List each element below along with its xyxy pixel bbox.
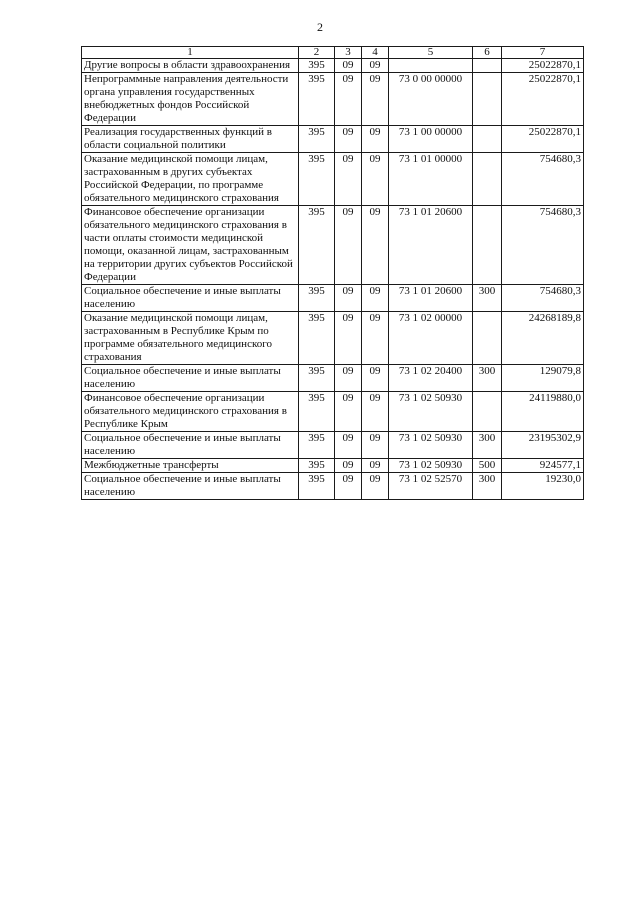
row-subsection-code: 09 [362, 473, 389, 500]
table-row [82, 73, 584, 126]
row-section-code: 09 [335, 392, 362, 432]
row-name: Оказание медицинской помощи лицам, застрахованным в других субъектах Российской Федерации, по программе обязательного медицинского страхования [82, 153, 299, 206]
row-admin-code: 395 [299, 153, 335, 206]
table-row [82, 473, 584, 500]
row-expense-type: 500 [473, 459, 502, 473]
row-section-code: 09 [335, 206, 362, 285]
row-subsection-code: 09 [362, 73, 389, 126]
row-expense-type [473, 312, 502, 365]
row-target-code: 73 1 02 50930 [389, 432, 473, 459]
table-row [82, 312, 584, 365]
table-row [82, 365, 584, 392]
row-section-code: 09 [335, 59, 362, 73]
row-subsection-code: 09 [362, 59, 389, 73]
row-section-code: 09 [335, 365, 362, 392]
row-expense-type [473, 73, 502, 126]
row-name: Социальное обеспечение и иные выплаты населению [82, 365, 299, 392]
header-row [82, 47, 584, 59]
row-target-code: 73 1 00 00000 [389, 126, 473, 153]
row-name: Социальное обеспечение и иные выплаты населению [82, 473, 299, 500]
row-name: Другие вопросы в области здравоохранения [82, 59, 299, 73]
row-admin-code: 395 [299, 285, 335, 312]
row-admin-code: 395 [299, 206, 335, 285]
row-name: Финансовое обеспечение организации обязательного медицинского страхования в Республике Крым [82, 392, 299, 432]
row-admin-code: 395 [299, 459, 335, 473]
row-subsection-code: 09 [362, 153, 389, 206]
row-name: Социальное обеспечение и иные выплаты населению [82, 432, 299, 459]
row-subsection-code: 09 [362, 432, 389, 459]
row-subsection-code: 09 [362, 206, 389, 285]
row-amount: 19230,0 [502, 473, 584, 500]
row-name: Непрограммные направления деятельности органа управления государственных внебюджетных фондов Российской Федерации [82, 73, 299, 126]
header-col-6: 6 [473, 47, 502, 59]
row-section-code: 09 [335, 73, 362, 126]
row-expense-type: 300 [473, 365, 502, 392]
row-name: Реализация государственных функций в области социальной политики [82, 126, 299, 153]
row-section-code: 09 [335, 153, 362, 206]
row-expense-type: 300 [473, 285, 502, 312]
row-amount: 754680,3 [502, 206, 584, 285]
row-target-code: 73 1 02 52570 [389, 473, 473, 500]
row-expense-type: 300 [473, 473, 502, 500]
row-expense-type [473, 153, 502, 206]
row-expense-type [473, 392, 502, 432]
header-col-4: 4 [362, 47, 389, 59]
row-section-code: 09 [335, 126, 362, 153]
page-number: 2 [317, 20, 323, 34]
row-section-code: 09 [335, 473, 362, 500]
row-section-code: 09 [335, 312, 362, 365]
row-admin-code: 395 [299, 73, 335, 126]
row-target-code: 73 1 01 20600 [389, 206, 473, 285]
row-section-code: 09 [335, 285, 362, 312]
row-admin-code: 395 [299, 365, 335, 392]
row-expense-type [473, 206, 502, 285]
table-row [82, 153, 584, 206]
row-expense-type [473, 126, 502, 153]
row-section-code: 09 [335, 459, 362, 473]
row-amount: 24119880,0 [502, 392, 584, 432]
table-row [82, 392, 584, 432]
row-target-code: 73 0 00 00000 [389, 73, 473, 126]
table-row [82, 206, 584, 285]
row-amount: 25022870,1 [502, 126, 584, 153]
row-target-code: 73 1 02 20400 [389, 365, 473, 392]
row-amount: 754680,3 [502, 285, 584, 312]
row-subsection-code: 09 [362, 365, 389, 392]
row-admin-code: 395 [299, 392, 335, 432]
row-name: Финансовое обеспечение организации обязательного медицинского страхования в части оплаты стоимости медицинской помощи, оказанной лицам, застрахованным на территории других субъектов Российской Федерации [82, 206, 299, 285]
row-expense-type: 300 [473, 432, 502, 459]
row-subsection-code: 09 [362, 392, 389, 432]
row-amount: 129079,8 [502, 365, 584, 392]
row-expense-type [473, 59, 502, 73]
row-subsection-code: 09 [362, 312, 389, 365]
row-name: Межбюджетные трансферты [82, 459, 299, 473]
row-amount: 23195302,9 [502, 432, 584, 459]
row-target-code: 73 1 02 50930 [389, 459, 473, 473]
header-col-2: 2 [299, 47, 335, 59]
table-row [82, 285, 584, 312]
row-amount: 24268189,8 [502, 312, 584, 365]
row-target-code [389, 59, 473, 73]
row-amount: 754680,3 [502, 153, 584, 206]
row-target-code: 73 1 01 20600 [389, 285, 473, 312]
row-admin-code: 395 [299, 312, 335, 365]
row-amount: 25022870,1 [502, 73, 584, 126]
row-target-code: 73 1 02 00000 [389, 312, 473, 365]
row-amount: 25022870,1 [502, 59, 584, 73]
table-row [82, 459, 584, 473]
row-amount: 924577,1 [502, 459, 584, 473]
row-name: Оказание медицинской помощи лицам, застрахованным в Республике Крым по программе обязательного медицинского страхования [82, 312, 299, 365]
header-col-1: 1 [82, 47, 299, 59]
row-admin-code: 395 [299, 59, 335, 73]
row-subsection-code: 09 [362, 285, 389, 312]
row-admin-code: 395 [299, 473, 335, 500]
table-row [82, 432, 584, 459]
row-name: Социальное обеспечение и иные выплаты населению [82, 285, 299, 312]
row-subsection-code: 09 [362, 126, 389, 153]
row-target-code: 73 1 01 00000 [389, 153, 473, 206]
header-col-5: 5 [389, 47, 473, 59]
table-row [82, 59, 584, 73]
row-admin-code: 395 [299, 126, 335, 153]
row-section-code: 09 [335, 432, 362, 459]
budget-table [81, 46, 584, 500]
row-subsection-code: 09 [362, 459, 389, 473]
table-row [82, 126, 584, 153]
row-admin-code: 395 [299, 432, 335, 459]
row-target-code: 73 1 02 50930 [389, 392, 473, 432]
header-col-3: 3 [335, 47, 362, 59]
header-col-7: 7 [502, 47, 584, 59]
